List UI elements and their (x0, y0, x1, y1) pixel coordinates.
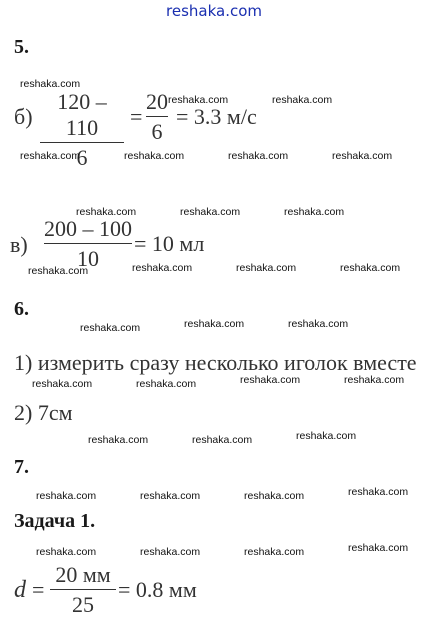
task-5b-fraction-2-denominator: 6 (151, 119, 163, 144)
watermark: reshaka.com (236, 262, 297, 274)
task-6-answer-2: 2) 7см (14, 400, 73, 425)
task-5b-fraction-1-denominator: 6 (76, 145, 88, 170)
site-header-logo[interactable]: reshaka.com (166, 2, 262, 20)
watermark: reshaka.com (124, 150, 185, 162)
watermark: reshaka.com (348, 542, 409, 554)
task-5v-fraction-denominator: 10 (77, 246, 99, 271)
task-7-formula-result: = 0.8 мм (118, 577, 197, 602)
task-5b-fraction-1-numerator: 120 – 110 (57, 89, 107, 140)
watermark: reshaka.com (284, 206, 345, 218)
task-5v-result: = 10 мл (134, 231, 205, 256)
watermark: reshaka.com (228, 150, 289, 162)
watermark: reshaka.com (340, 262, 401, 274)
fraction-bar (44, 243, 132, 244)
task-7-fraction-denominator: 25 (72, 592, 94, 617)
watermark: reshaka.com (140, 490, 201, 502)
watermark: reshaka.com (272, 94, 333, 106)
watermark: reshaka.com (240, 374, 301, 386)
watermark: reshaka.com (244, 490, 305, 502)
watermark: reshaka.com (76, 206, 137, 218)
task-6-number: 6. (14, 298, 29, 320)
task-5v-fraction-numerator: 200 – 100 (44, 216, 132, 241)
watermark: reshaka.com (140, 546, 201, 558)
watermark: reshaka.com (344, 374, 405, 386)
watermark: reshaka.com (20, 150, 81, 162)
watermark: reshaka.com (88, 434, 149, 446)
task-5-number: 5. (14, 36, 29, 58)
watermark: reshaka.com (36, 490, 97, 502)
task-5b-label: б) (14, 104, 33, 129)
fraction-bar (50, 589, 116, 590)
task-7-formula-lhs: d (14, 577, 26, 603)
watermark: reshaka.com (132, 262, 193, 274)
watermark: reshaka.com (28, 265, 89, 277)
fraction-bar (146, 116, 168, 117)
watermark: reshaka.com (20, 78, 81, 90)
watermark: reshaka.com (332, 150, 393, 162)
task-5b-equals: = (130, 104, 143, 129)
watermark: reshaka.com (348, 486, 409, 498)
task-6-answer-1: 1) измерить сразу несколько иголок вместе (14, 350, 417, 375)
watermark: reshaka.com (244, 546, 305, 558)
task-7-fraction-numerator: 20 мм (55, 562, 111, 587)
fraction-bar (40, 142, 124, 143)
task-5v-label: в) (10, 232, 28, 257)
task-7-subtitle: Задача 1. (14, 510, 96, 532)
task-5b-fraction-2-numerator: 20 (146, 89, 168, 114)
task-7-fraction (50, 562, 116, 618)
task-7-formula-equals: = (32, 577, 45, 602)
watermark: reshaka.com (36, 546, 97, 558)
watermark: reshaka.com (184, 318, 245, 330)
watermark: reshaka.com (192, 434, 253, 446)
task-7-number: 7. (14, 456, 29, 478)
task-5b-fraction-2 (146, 89, 168, 145)
watermark: reshaka.com (180, 206, 241, 218)
task-5v-fraction (44, 216, 132, 272)
watermark: reshaka.com (296, 430, 357, 442)
watermark: reshaka.com (136, 378, 197, 390)
watermark: reshaka.com (168, 94, 229, 106)
task-5b-result: = 3.3 м/с (176, 104, 257, 129)
watermark: reshaka.com (32, 378, 93, 390)
watermark: reshaka.com (80, 322, 141, 334)
watermark: reshaka.com (288, 318, 349, 330)
